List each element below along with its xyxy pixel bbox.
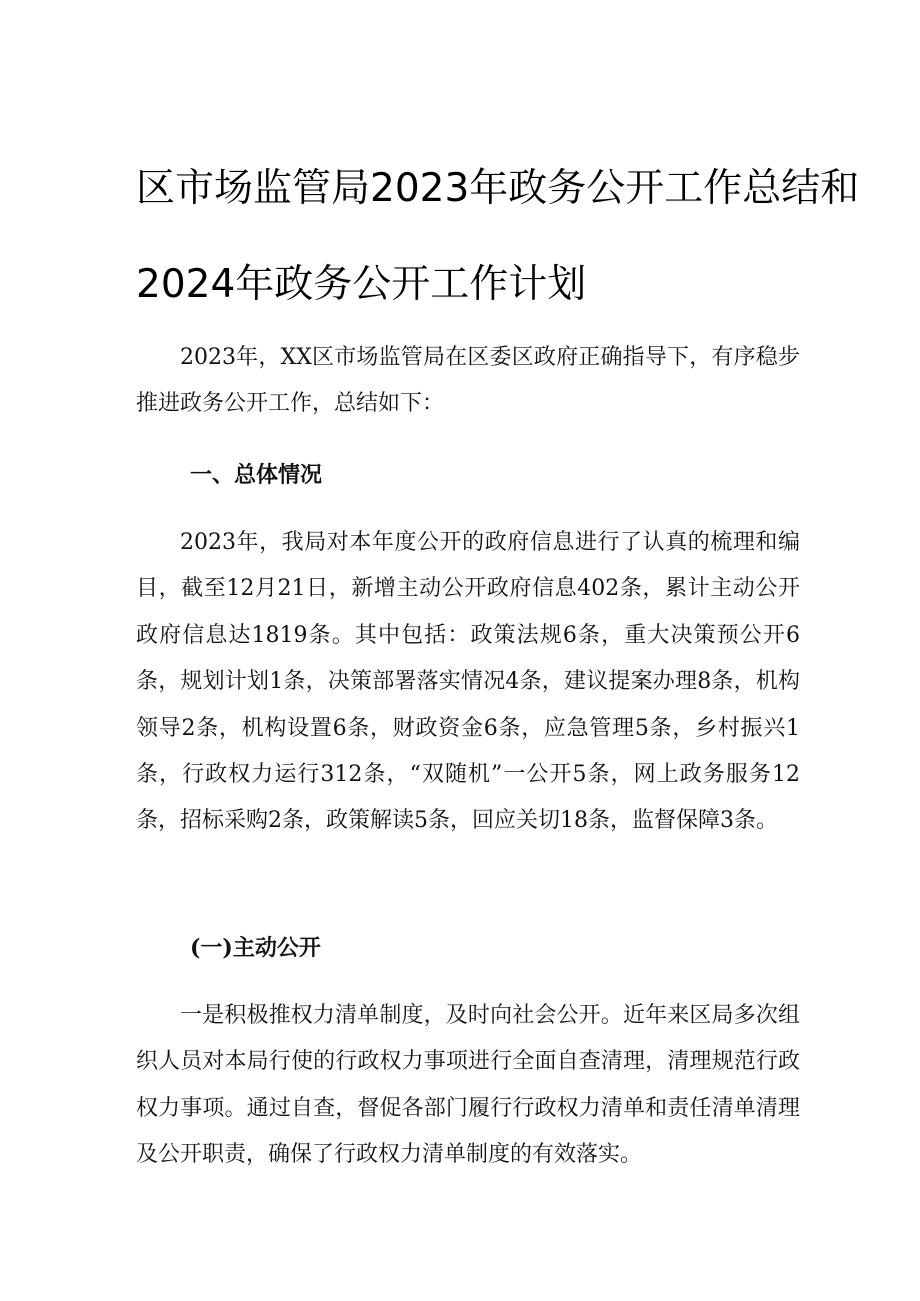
- overview-paragraph: 2023年，我局对本年度公开的政府信息进行了认真的梳理和编目，截至12月21日，新增主动公开政府信息402条，累计主动公开政府信息达1819条。其中包括：政策法规6条，重大决策预公开6条，规划计划1条，决策部署落实情况4条，建议提案办理8条，机构领导2条，机构设置6条，财政资金6条，应急管理5条，乡村振兴1条，行政权力运行312条，“双随机”一公开5条，网上政务服务12条，招标采购2条，政策解读5条，回应关切18条，监督保障3条。: [136, 530, 800, 834]
- intro-paragraph: 2023年，XX区市场监管局在区委区政府正确指导下，有序稳步推进政务公开工作，总结如下：: [136, 345, 800, 417]
- section-heading-overview: 一、总体情况: [190, 462, 323, 488]
- document-title-line-1: 区市场监管局2023年政务公开工作总结和: [136, 166, 860, 211]
- proactive-disclosure-paragraph: 一是积极推权力清单制度，及时向社会公开。近年来区局多次组织人员对本局行使的行政权力事项进行全面自查清理，清理规范行政权力事项。通过自查，督促各部门履行行政权力清单和责任清单清理及公开职责，确保了行政权力清单制度的有效落实。: [136, 1003, 800, 1168]
- document-title-line-2: 2024年政务公开工作计划: [136, 262, 587, 307]
- subsection-heading-proactive-disclosure: (一)主动公开: [190, 935, 321, 961]
